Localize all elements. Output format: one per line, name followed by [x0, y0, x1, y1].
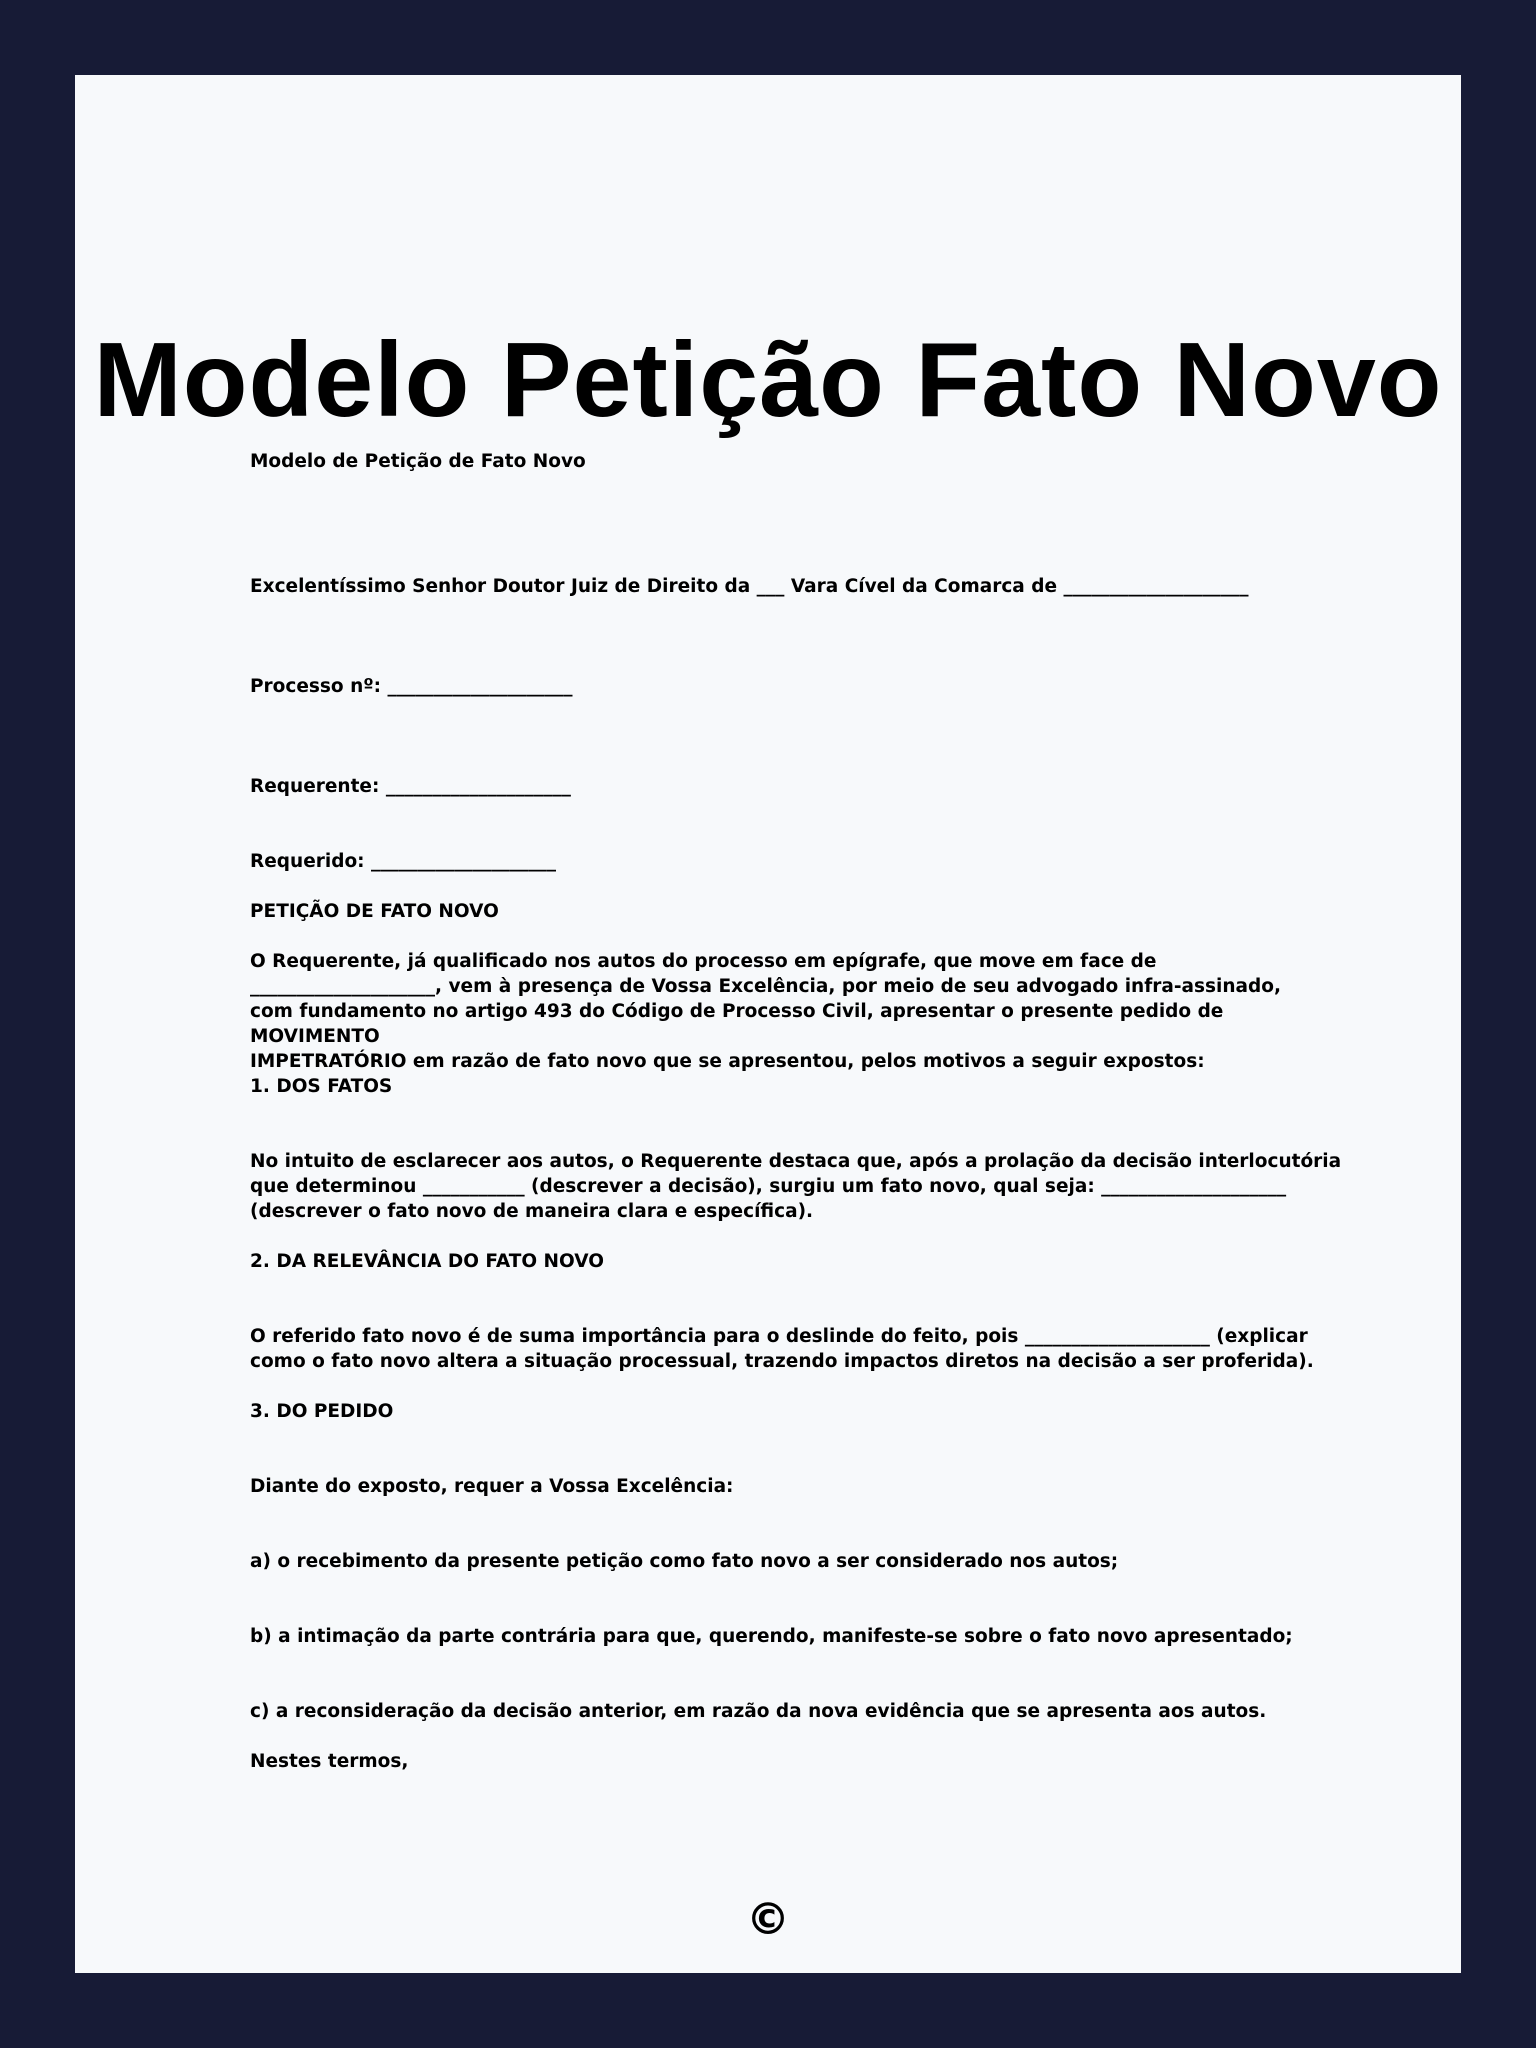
page-title: Modelo Petição Fato Novo	[93, 321, 1443, 439]
section3-intro: Diante do exposto, requer a Vossa Excelência:	[250, 1476, 734, 1497]
document-page	[75, 75, 1461, 1973]
processo-field: Processo nº: ____________________	[250, 676, 573, 697]
section3-title: 3. DO PEDIDO	[250, 1401, 394, 1422]
intro-paragraph: O Requerente, já qualificado nos autos do processo em epígrafe, que move em face de ____________________, vem à presença de Vossa Excelência, por meio de seu advogado infra-assinado, com fundamento no artigo 493 do Código de Processo Civil, apresentar o presente pedido de MOVIMENTO IMPETRATÓRIO em razão de fato novo que se apresentou, pelos motivos a seguir expostos:	[250, 951, 1282, 1072]
section1-title: 1. DOS FATOS	[250, 1076, 393, 1097]
addressee-line: Excelentíssimo Senhor Doutor Juiz de Direito da ___ Vara Cível da Comarca de ____________________	[250, 576, 1249, 597]
request-item-b: b) a intimação da parte contrária para que, querendo, manifeste-se sobre o fato novo apresentado;	[250, 1626, 1293, 1647]
requerente-field: Requerente: ____________________	[250, 776, 571, 797]
request-item-a: a) o recebimento da presente petição como fato novo a ser considerado nos autos;	[250, 1551, 1119, 1572]
copyright-icon: ©	[746, 1894, 790, 1945]
petition-heading: PETIÇÃO DE FATO NOVO	[250, 901, 499, 922]
request-item-c: c) a reconsideração da decisão anterior, em razão da nova evidência que se apresenta aos autos.	[250, 1701, 1267, 1722]
requerido-field: Requerido: ____________________	[250, 851, 557, 872]
closing-line: Nestes termos,	[250, 1751, 409, 1772]
document-subtitle: Modelo de Petição de Fato Novo	[250, 451, 586, 472]
section2-title: 2. DA RELEVÂNCIA DO FATO NOVO	[250, 1251, 604, 1272]
section2-paragraph: O referido fato novo é de suma importância para o deslinde do feito, pois ____________________ (explicar como o fato novo altera a situação processual, trazendo impactos diretos na decisão a ser proferida).	[250, 1326, 1314, 1372]
section1-paragraph: No intuito de esclarecer aos autos, o Requerente destaca que, após a prolação da decisão interlocutória que determinou ___________ (descrever a decisão), surgiu um fato novo, qual seja: ____________________ (descrever o fato novo de maneira clara e específica).	[250, 1151, 1342, 1222]
